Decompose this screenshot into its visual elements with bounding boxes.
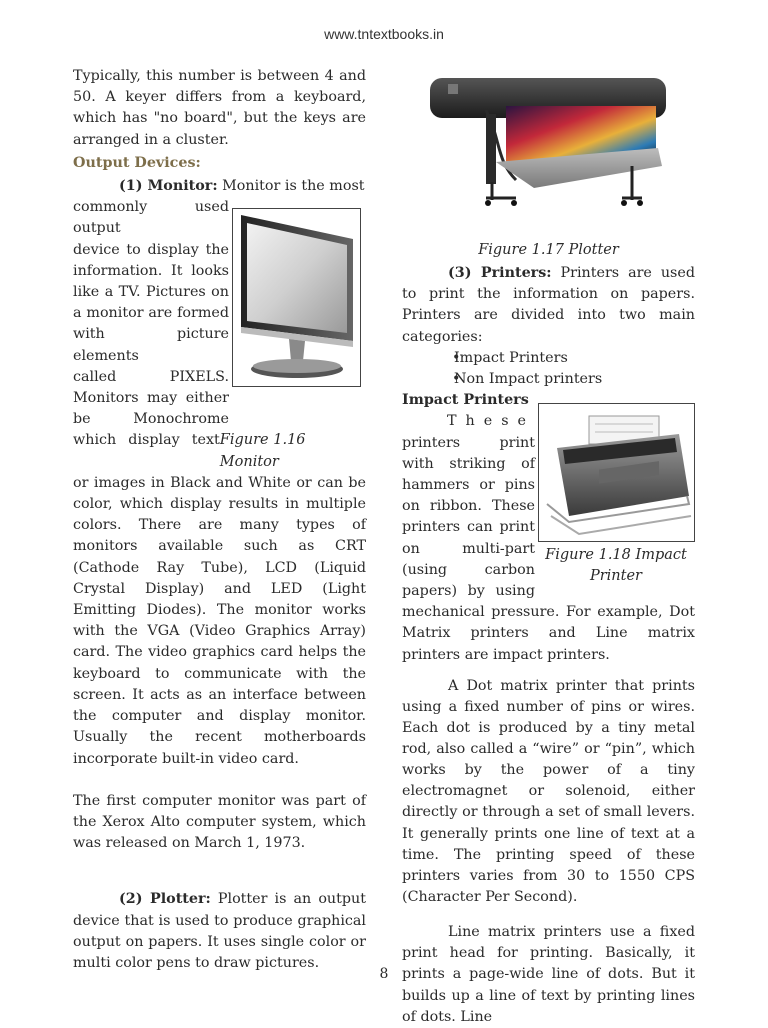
- monitor-caption-line-text: which display text: [73, 432, 220, 449]
- monitor-wrap-line: called PIXELS.: [73, 368, 229, 385]
- monitor-wrap-line: commonly used output: [73, 199, 229, 237]
- monitor-paragraph-rest: or images in Black and White or can be color, which display results in multiple colors. There are many types of monitors available such as CRT (Cathode Ray Tube), LCD (Liquid Crystal Display) and LED (Light Emitting Diodes). The monitor works with the VGA (Video Graphics Array) card. The video graphics card helps the keyboard to communicate with the screen. It acts as an interface between the computer and display monitor. Usually the recent motherboards incorporate built-in video card.: [73, 474, 366, 767]
- figure-1-17-plotter: [426, 70, 670, 210]
- xerox-alto-paragraph: The first computer monitor was part of the Xerox Alto computer system, which was released on March 1, 1973.: [73, 792, 366, 852]
- impact-wrap-text: [402, 411, 535, 602]
- figure-1-18-caption: Figure 1.18 Impact Printer: [545, 547, 687, 584]
- impact-printers-heading: Impact Printers: [402, 392, 529, 409]
- monitor-wrap-line: device to display the: [73, 241, 229, 258]
- impact-wrap-line: printers can print: [402, 519, 535, 536]
- monitor-wrap-line: a monitor are formed: [73, 305, 229, 322]
- printers-paragraph: [402, 263, 695, 348]
- output-devices-heading: Output Devices:: [73, 154, 201, 171]
- line-matrix-paragraph: Line matrix printers use a fixed print head for printing. Basically, it prints a page-wide line of dots. But it builds up a line of text by printing lines of dots. Line: [402, 923, 695, 1025]
- printers-text: Printers are used to print the information on papers. Printers are divided into two main categories:: [402, 265, 695, 345]
- impact-wrap-line: on multi-part: [402, 540, 535, 557]
- plotter-icon: [426, 70, 670, 210]
- figure-1-16-caption: Figure 1.16 Monitor: [219, 432, 306, 470]
- plotter-paragraph: [73, 889, 366, 974]
- monitor-wrap-line: information. It looks: [73, 262, 229, 279]
- dot-matrix-paragraph: A Dot matrix printer that prints using a fixed number of pins or wires. Each dot is produced by a tiny metal rod, also called a “wire” or “pin”, which works by the power of a tiny electromagnet or solenoid, either directly or through a set of small levers. It generally prints one line of text at a time. The printing speed of these printers varies from 30 to 1550 CPS (Character Per Second).: [402, 677, 695, 905]
- impact-wrap-line: on ribbon. These: [402, 498, 535, 515]
- monitor-paragraph-start: [73, 176, 366, 197]
- impact-printer-icon: [539, 404, 694, 541]
- left-column: [73, 66, 366, 974]
- impact-wrap-line: hammers or pins: [402, 477, 535, 494]
- list-item: • Impact Printers: [472, 348, 695, 369]
- impact-wrap-line: with striking of: [402, 455, 535, 472]
- right-column: [402, 263, 695, 1028]
- figure-1-17-caption: Figure 1.17 Plotter: [478, 242, 619, 258]
- figure-1-18-impact-printer: [538, 403, 695, 542]
- keyer-paragraph: Typically, this number is between 4 and 50. A keyer differs from a keyboard, which has "no board", but the keys are arranged in a cluster.: [73, 68, 366, 148]
- printer-categories-list: [402, 348, 695, 390]
- impact-wrap-line: printers print: [402, 434, 535, 451]
- list-item: • Non Impact printers: [472, 369, 695, 390]
- monitor-label: (1) Monitor:: [119, 178, 218, 195]
- monitor-wrap-line: with picture elements: [73, 326, 229, 364]
- monitor-wrap-line: Monitors may either: [73, 390, 229, 407]
- monitor-intro: Monitor is the most: [217, 178, 365, 195]
- site-url: www.tntextbooks.in: [324, 26, 444, 42]
- monitor-caption-line: [73, 430, 366, 472]
- plotter-text: Plotter is an output device that is used to produce graphical output on papers. It uses single color or multi color pens to draw pictures.: [73, 891, 366, 971]
- monitor-wrap-line: be Monochrome: [73, 411, 229, 428]
- printers-label: (3) Printers:: [448, 265, 552, 281]
- plotter-label: (2) Plotter:: [119, 891, 211, 908]
- page-number: 8: [379, 966, 389, 982]
- impact-wrap-line: These: [446, 413, 535, 430]
- monitor-wrap-line: like a TV. Pictures on: [73, 284, 229, 301]
- impact-wrap-line: papers) by using: [402, 583, 535, 600]
- figure-1-16-monitor: [232, 208, 361, 387]
- impact-wrap-line: (using carbon: [402, 561, 535, 578]
- impact-paragraph-rest: mechanical pressure. For example, Dot Matrix printers and Line matrix printers are impact printers.: [402, 604, 695, 663]
- monitor-icon: [233, 209, 360, 386]
- monitor-wrap-text: [73, 197, 229, 430]
